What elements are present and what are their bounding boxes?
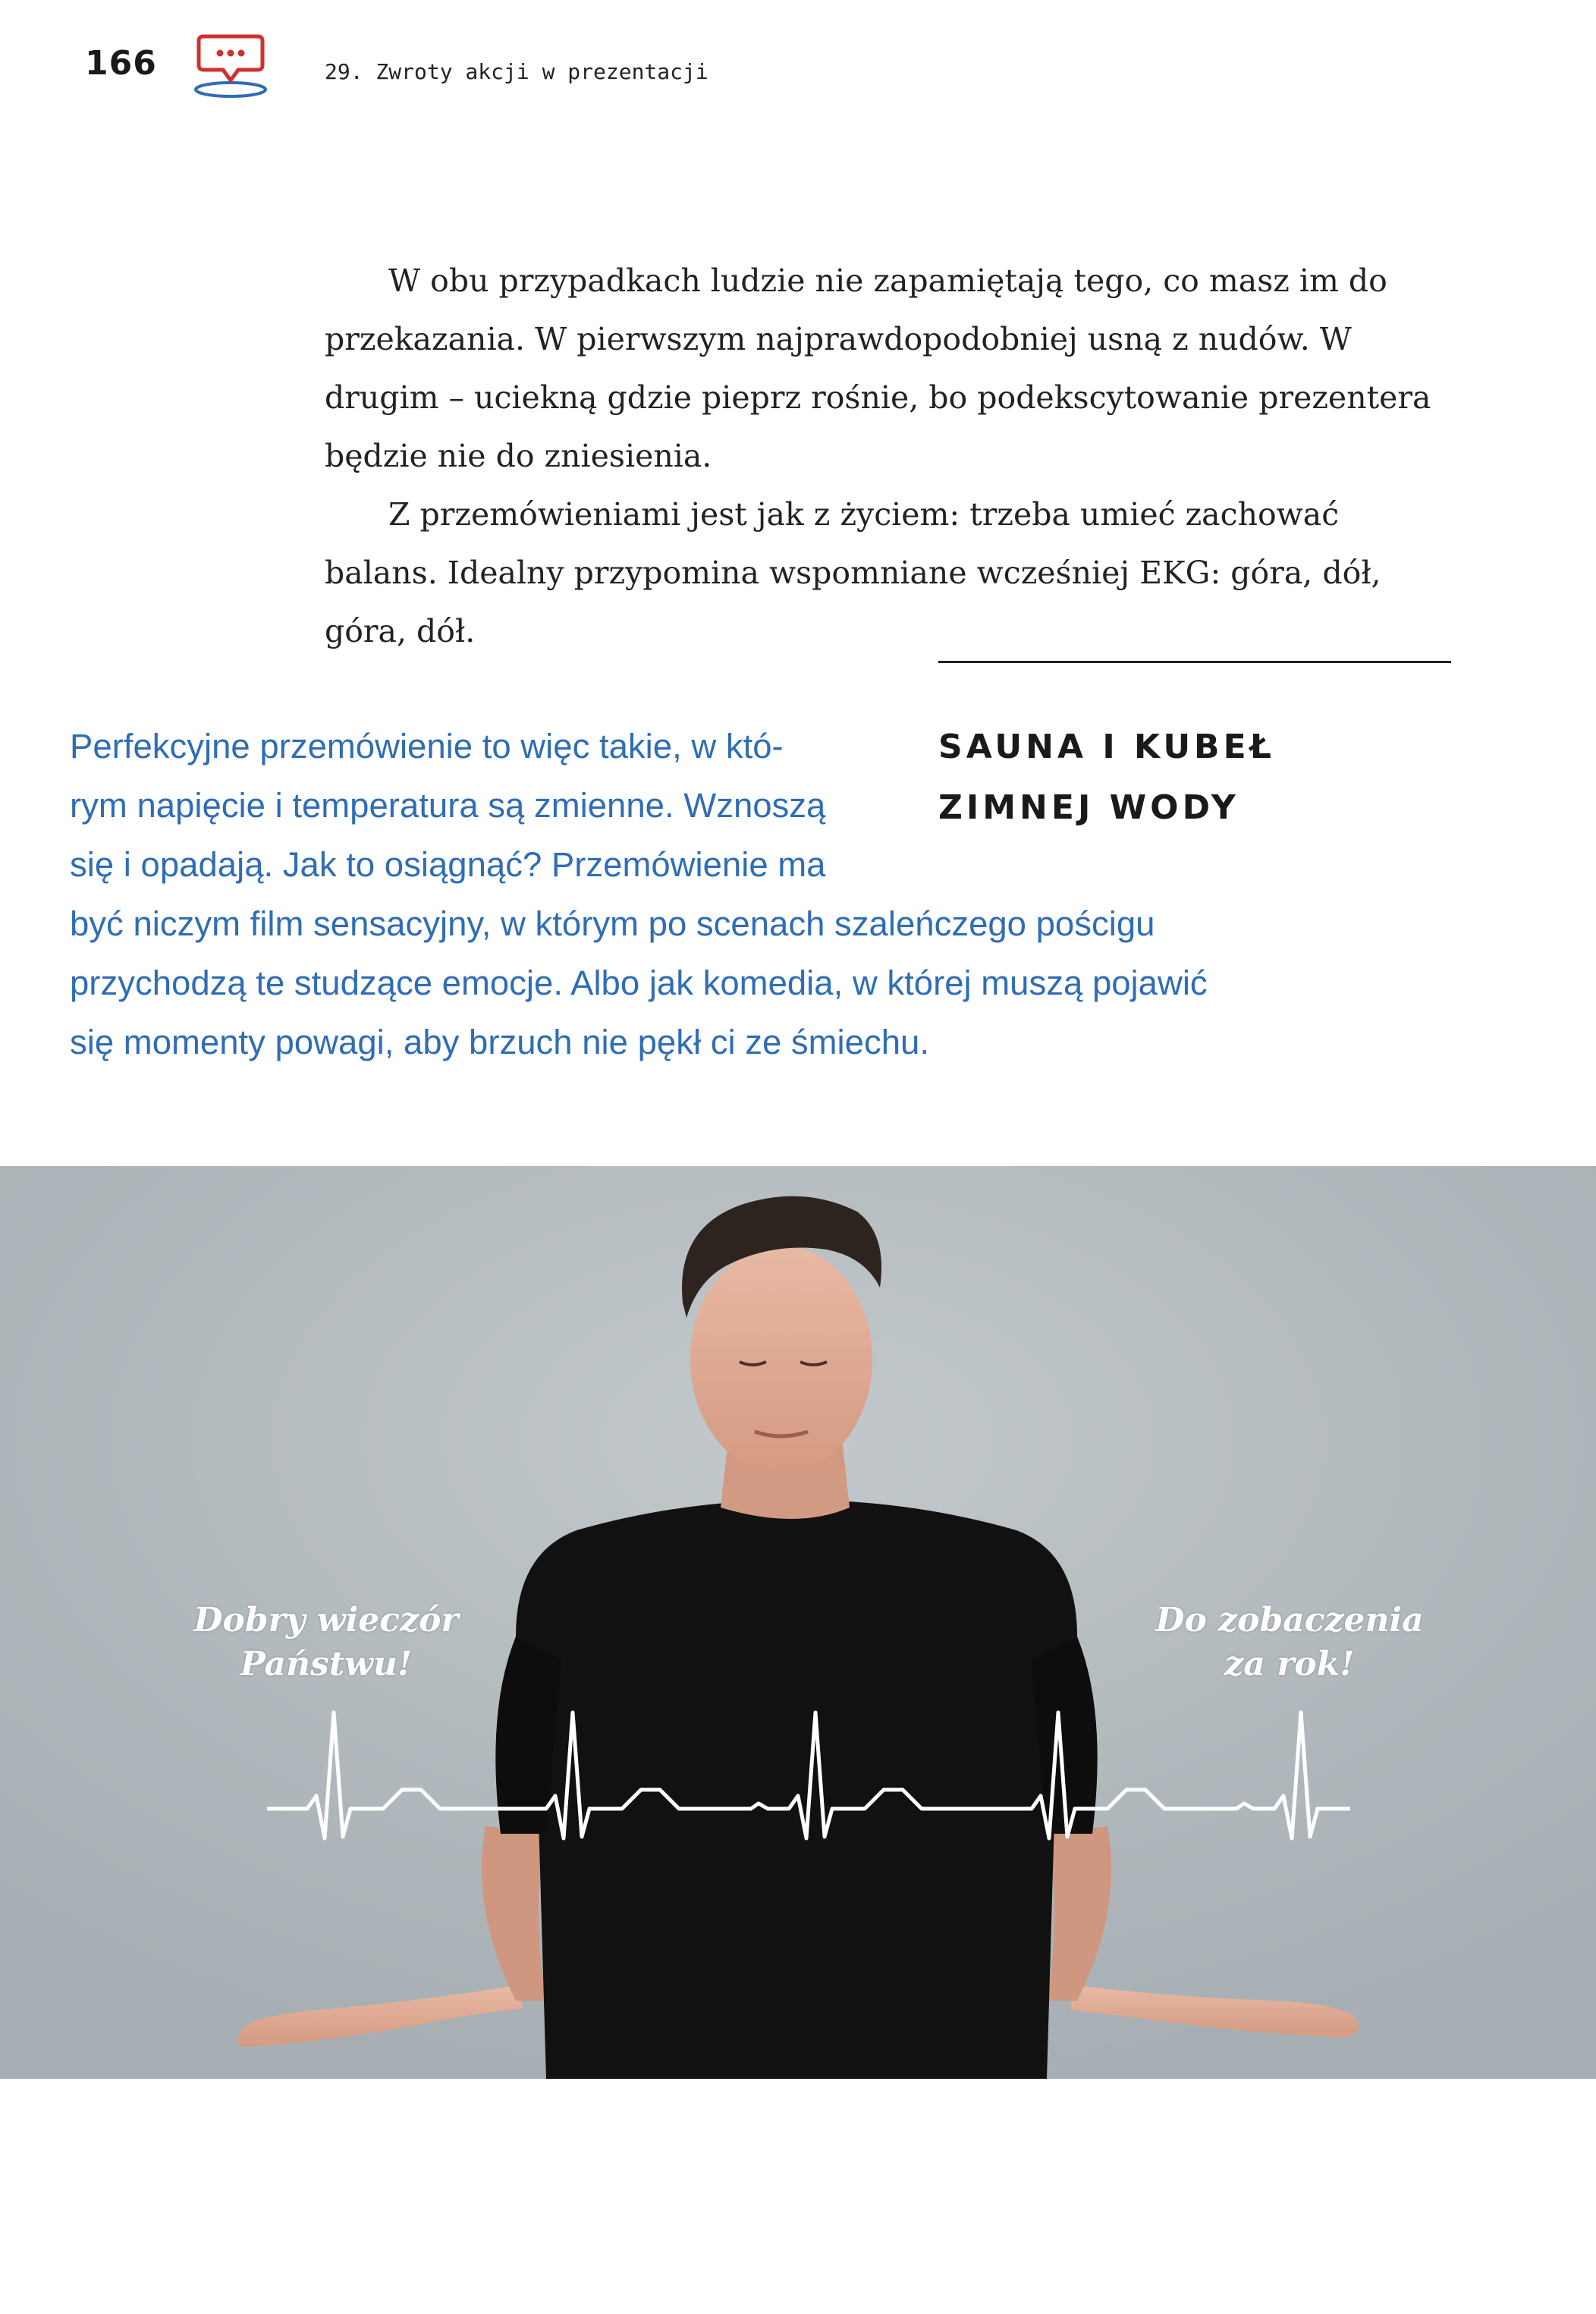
body-text	[325, 252, 1450, 661]
pull-quote-line: przychodzą te studzące emocje. Albo jak komedia, w której muszą pojawić	[70, 964, 1208, 1002]
photo	[0, 1166, 1596, 2079]
pull-quote-line: rym napięcie i temperatura są zmienne. Wznoszą	[70, 786, 826, 825]
sidebar-heading-line: SAUNA I KUBEŁ	[938, 728, 1275, 766]
caption-farewell	[1145, 1599, 1434, 1687]
caption-line: Dobry wieczór	[193, 1601, 459, 1640]
speech-bubble-icon	[193, 32, 269, 100]
pull-quote-line: się i opadają. Jak to osiągnąć? Przemówienie ma	[70, 845, 826, 884]
sidebar-rule	[938, 661, 1451, 663]
caption-line: Państwu!	[240, 1645, 413, 1684]
caption-greeting	[182, 1599, 470, 1687]
pull-quote-line: się momenty powagi, aby brzuch nie pękł ci ze śmiechu.	[70, 1023, 929, 1061]
caption-line: za rok!	[1224, 1645, 1355, 1684]
pull-quote	[70, 717, 1283, 1072]
body-paragraph: Z przemówieniami jest jak z życiem: trzeba umieć zachować balans. Idealny przypomina wspomniane wcześniej EKG: góra, dół, góra, dół.	[325, 496, 1381, 649]
page-number: 166	[85, 44, 157, 83]
pull-quote-line: Perfekcyjne przemówienie to więc takie, w któ-	[70, 727, 784, 766]
pull-quote-line: być niczym film sensacyjny, w którym po scenach szaleńczego pościgu	[70, 904, 1155, 943]
caption-line: Do zobaczenia	[1155, 1601, 1424, 1640]
body-paragraph: W obu przypadkach ludzie nie zapamiętają tego, co masz im do przekazania. W pierwszym najprawdopodobniej usną z nudów. W drugim – uciekną gdzie pieprz rośnie, bo podekscytowanie prezentera będzie nie do zniesienia.	[325, 263, 1431, 474]
running-head: 29. Zwroty akcji w prezentacji	[325, 59, 708, 84]
sidebar-heading-line: ZIMNEJ WODY	[938, 788, 1239, 827]
